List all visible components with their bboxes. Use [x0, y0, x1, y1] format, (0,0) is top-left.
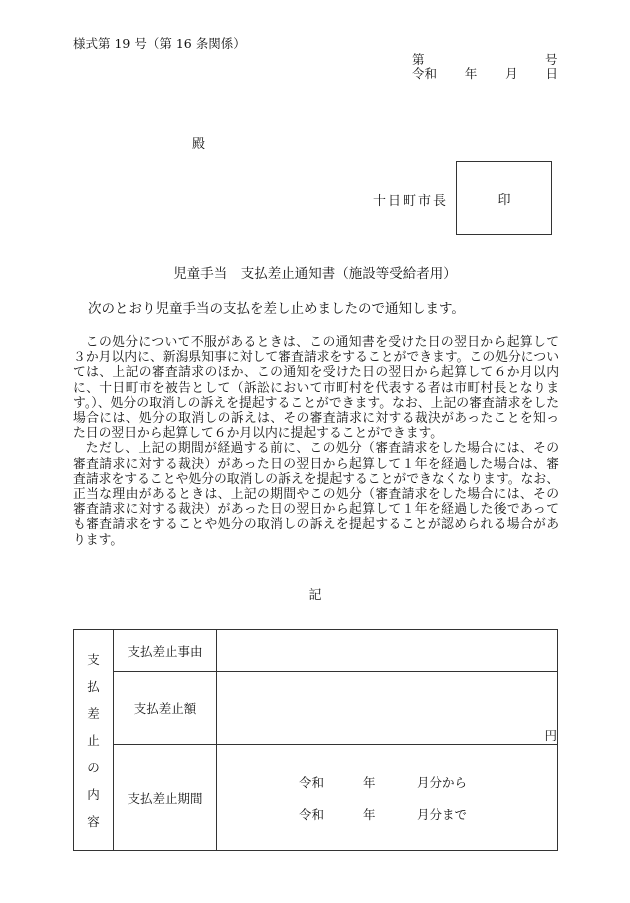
section-char: の	[87, 759, 100, 775]
period-from	[299, 773, 469, 791]
date-month: 月	[505, 66, 518, 81]
issuer-title: 十日町市長	[373, 194, 449, 209]
period-field[interactable]	[217, 745, 558, 851]
period-label: 支払差止期間	[114, 745, 217, 851]
period-to-era: 令和	[299, 806, 325, 822]
seal-mark: 印	[497, 192, 511, 208]
section-char: 容	[87, 813, 100, 829]
appeal-notice	[73, 335, 559, 548]
document-title: 児童手当 支払差止通知書（施設等受給者用）	[173, 266, 457, 282]
period-from-era: 令和	[299, 774, 325, 790]
reason-field[interactable]	[217, 630, 558, 672]
section-char: 内	[87, 786, 100, 802]
document-number-suffix: 号	[545, 52, 558, 67]
period-from-month: 月分から	[417, 774, 468, 790]
section-label	[74, 630, 114, 851]
date-era: 令和	[412, 66, 438, 81]
ki-heading: 記	[308, 588, 322, 603]
document-number-prefix: 第	[412, 52, 425, 67]
issue-date	[412, 64, 558, 82]
form-number: 様式第 19 号（第 16 条関係）	[73, 36, 246, 51]
reason-label: 支払差止事由	[114, 630, 217, 672]
seal-box	[456, 161, 552, 235]
section-char: 払	[87, 678, 100, 694]
period-to-year: 年	[363, 806, 376, 822]
amount-unit: 円	[544, 728, 557, 743]
date-year: 年	[464, 66, 478, 81]
date-day: 日	[545, 66, 558, 81]
section-char: 止	[87, 732, 100, 748]
section-char: 差	[87, 705, 100, 721]
suspension-details-table	[73, 629, 558, 851]
period-to-month: 月分まで	[417, 806, 468, 822]
period-from-year: 年	[363, 774, 376, 790]
period-to	[299, 805, 469, 823]
amount-field[interactable]	[217, 672, 558, 745]
addressee-honorific: 殿	[192, 137, 206, 152]
lead-sentence: 次のとおり児童手当の支払を差し止めましたので通知します。	[88, 301, 465, 317]
section-char: 支	[87, 651, 100, 667]
appeal-paragraph-1: この処分について不服があるときは、この通知書を受けた日の翌日から起算して３か月以内に、新潟県知事に対して審査請求をすることができます。この処分については、上記の審査請求のほか、この通知を受けた日の翌日から起算して６か月以内に、十日町市を被告として（訴訟において市町村を代表する者は市町村長となります。）、処分の取消しの訴えを提起することができます。なお、上記の審査請求をした場合には、処分の取消しの訴えは、その審査請求に対する裁決があったことを知った日の翌日から起算して６か月以内に提起することができます。	[73, 335, 559, 442]
appeal-paragraph-2: ただし、上記の期間が経過する前に、この処分（審査請求をした場合には、その審査請求に対する裁決）があった日の翌日から起算して１年を経過した場合は、審査請求をすることや処分の取消しの訴えを提起することができなくなります。なお、正当な理由があるときは、上記の期間やこの処分（審査請求をした場合には、その審査請求に対する裁決）があった日の翌日から起算して１年を経過した後であっても審査請求をすることや処分の取消しの訴えを提起することが認められる場合があります。	[73, 441, 559, 548]
amount-label: 支払差止額	[114, 672, 217, 745]
